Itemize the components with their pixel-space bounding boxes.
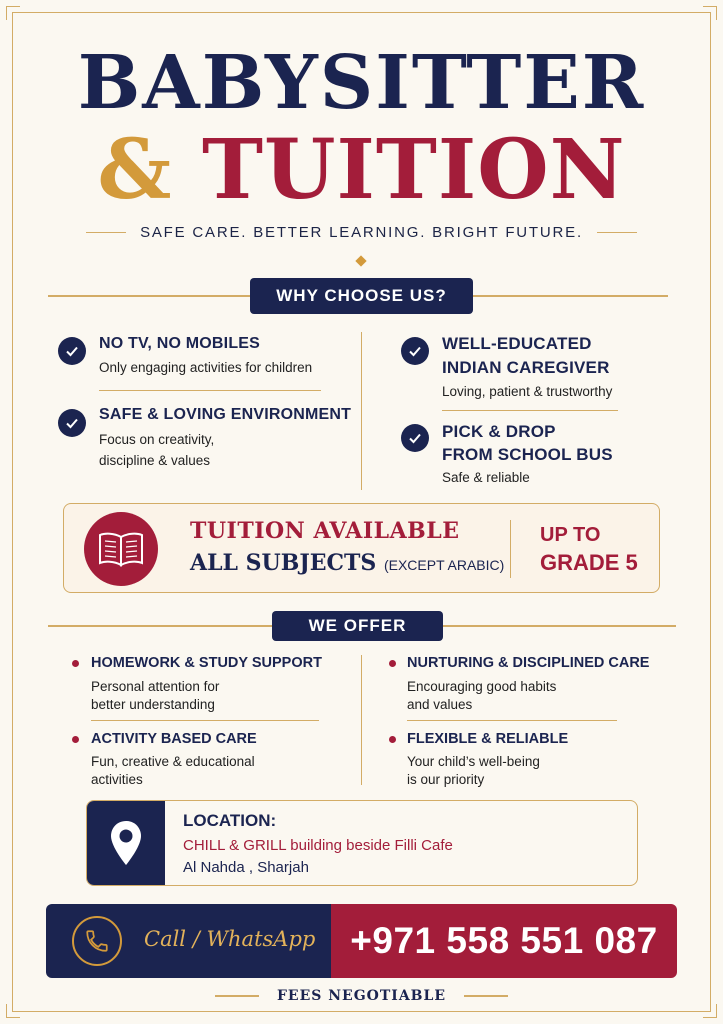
offer-item-sub: better understanding [91, 697, 215, 712]
bullet [389, 736, 396, 743]
offer-item-sub: Fun, creative & educational [91, 754, 255, 769]
offer-item-sub: Your child’s well-being [407, 754, 540, 769]
why-item-sub: discipline & values [99, 453, 211, 468]
offer-column-divider [361, 655, 362, 785]
why-heading: WHY CHOOSE US? [250, 278, 473, 314]
phone-number: +971 558 551 087 [350, 920, 658, 961]
tuition-subjects [190, 550, 504, 576]
why-item-divider [99, 390, 321, 391]
offer-item-sub: Personal attention for [91, 679, 220, 694]
fees-rule-left [215, 995, 259, 997]
why-item-title: FROM SCHOOL BUS [442, 445, 613, 464]
offer-item-divider [91, 720, 319, 721]
bullet [389, 660, 396, 667]
location-area: Al Nahda , Sharjah [183, 859, 309, 876]
bullet [72, 736, 79, 743]
location-box [86, 800, 638, 886]
phone-icon [72, 916, 122, 966]
title-babysitter: BABYSITTER [77, 40, 646, 126]
book-icon [84, 512, 158, 586]
offer-heading: WE OFFER [272, 611, 443, 641]
call-whatsapp-panel [46, 904, 331, 978]
check-icon [401, 424, 429, 452]
check-icon [401, 337, 429, 365]
tuition-box [63, 503, 660, 593]
title-tuition-word: TUITION [201, 122, 626, 218]
why-item-title: INDIAN CAREGIVER [442, 358, 610, 377]
fees-negotiable: FEES NEGOTIABLE [276, 988, 447, 1004]
except-arabic: (EXCEPT ARABIC) [383, 557, 505, 573]
why-item-title: PICK & DROP [442, 422, 556, 441]
offer-item-title: ACTIVITY BASED CARE [91, 731, 257, 747]
why-item-title: NO TV, NO MOBILES [99, 335, 261, 352]
tagline-row [0, 224, 723, 241]
up-to-label: UP TO [540, 524, 601, 546]
tagline-rule-right [597, 232, 637, 234]
why-item-sub: Only engaging activities for children [99, 360, 313, 375]
offer-item-sub: and values [407, 697, 473, 712]
offer-item-sub: is our priority [407, 772, 485, 787]
offer-item-title: HOMEWORK & STUDY SUPPORT [91, 655, 322, 671]
corner-ornament [6, 1004, 20, 1018]
tuition-divider [510, 520, 511, 578]
location-building: CHILL & GRILL building beside Filli Cafe [183, 837, 453, 854]
fees-row [0, 988, 723, 1004]
why-item-sub: Loving, patient & trustworthy [442, 384, 613, 399]
title-tuition [0, 122, 723, 218]
corner-ornament [6, 6, 20, 20]
corner-ornament [703, 6, 717, 20]
offer-item-sub: Encouraging good habits [407, 679, 557, 694]
tuition-available: TUITION AVAILABLE [190, 518, 460, 544]
location-pin-icon [87, 801, 165, 886]
why-item-divider [442, 410, 618, 411]
offer-item-title: FLEXIBLE & RELIABLE [407, 731, 569, 747]
phone-number-panel [331, 904, 677, 978]
check-icon [58, 337, 86, 365]
all-subjects: ALL SUBJECTS [190, 550, 377, 576]
offer-item-sub: activities [91, 772, 143, 787]
why-item-title: WELL-EDUCATED [442, 334, 592, 353]
why-item-title: SAFE & LOVING ENVIRONMENT [99, 406, 352, 423]
why-column-divider [361, 332, 362, 490]
offer-item-divider [407, 720, 617, 721]
tagline: SAFE CARE. BETTER LEARNING. BRIGHT FUTURE. [140, 224, 583, 241]
tagline-rule-left [86, 232, 126, 234]
why-item-sub: Safe & reliable [442, 470, 530, 485]
offer-item-title: NURTURING & DISCIPLINED CARE [407, 655, 650, 671]
location-label: LOCATION: [183, 811, 277, 830]
call-whatsapp-label: Call / WhatsApp [144, 927, 316, 951]
grade-label: GRADE 5 [540, 550, 638, 575]
why-item-sub: Focus on creativity, [99, 432, 215, 447]
check-icon [58, 409, 86, 437]
bullet [72, 660, 79, 667]
corner-ornament [703, 1004, 717, 1018]
title-ampersand: & [97, 122, 173, 218]
fees-rule-right [464, 995, 508, 997]
